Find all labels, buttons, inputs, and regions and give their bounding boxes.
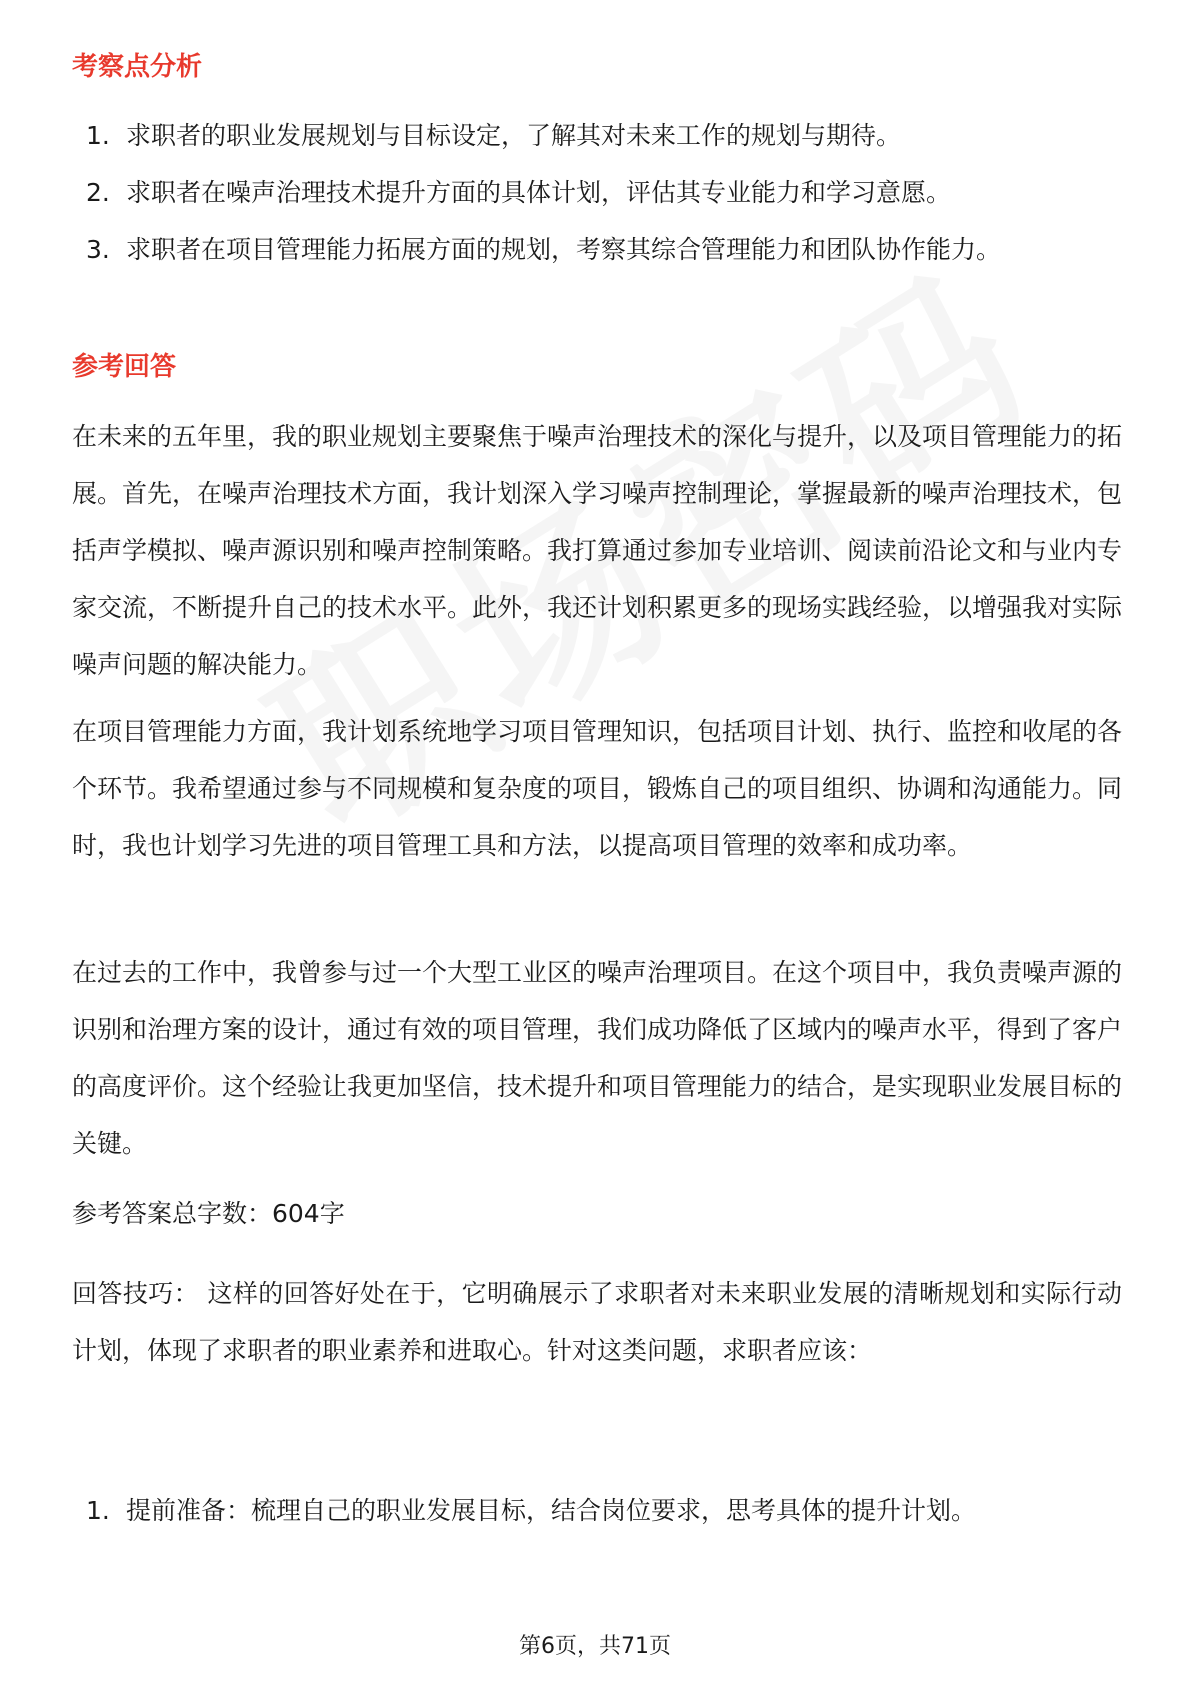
list-number: 1. <box>86 1496 110 1525</box>
answer-tips: 回答技巧： 这样的回答好处在于，它明确展示了求职者对未来职业发展的清晰规划和实际行动计划，体现了求职者的职业素养和进取心。针对这类问题，求职者应该： <box>72 1279 1122 1365</box>
analysis-list <box>72 107 1092 278</box>
list-number: 1. <box>86 121 110 150</box>
list-number: 2. <box>86 178 110 207</box>
list-item <box>72 221 1092 278</box>
list-text: 提前准备：梳理自己的职业发展目标，结合岗位要求，思考具体的提升计划。 <box>126 1496 977 1525</box>
list-item <box>72 164 1092 221</box>
list-text: 求职者在噪声治理技术提升方面的具体计划，评估其专业能力和学习意愿。 <box>126 178 952 207</box>
word-count: 参考答案总字数：604字 <box>72 1199 345 1228</box>
list-text: 求职者的职业发展规划与目标设定，了解其对未来工作的规划与期待。 <box>126 121 902 150</box>
tips-list <box>72 1482 1092 1539</box>
page-footer: 第6页，共71页 <box>519 1634 671 1659</box>
list-item <box>72 1482 1092 1539</box>
list-number: 3. <box>86 235 110 264</box>
list-text: 求职者在项目管理能力拓展方面的规划，考察其综合管理能力和团队协作能力。 <box>126 235 1002 264</box>
answer-paragraph: 在未来的五年里，我的职业规划主要聚焦于噪声治理技术的深化与提升，以及项目管理能力的拓展。首先，在噪声治理技术方面，我计划深入学习噪声控制理论，掌握最新的噪声治理技术，包括声学模拟、噪声源识别和噪声控制策略。我打算通过参加专业培训、阅读前沿论文和与业内专家交流，不断提升自己的技术水平。此外，我还计划积累更多的现场实践经验，以增强我对实际噪声问题的解决能力。 <box>72 422 1123 679</box>
analysis-heading: 考察点分析 <box>72 52 203 82</box>
list-item <box>72 107 1092 164</box>
answer-paragraph: 在项目管理能力方面，我计划系统地学习项目管理知识，包括项目计划、执行、监控和收尾的各个环节。我希望通过参与不同规模和复杂度的项目，锻炼自己的项目组织、协调和沟通能力。同时，我也计划学习先进的项目管理工具和方法，以提高项目管理的效率和成功率。 <box>72 717 1123 860</box>
answer-paragraph: 在过去的工作中，我曾参与过一个大型工业区的噪声治理项目。在这个项目中，我负责噪声源的识别和治理方案的设计，通过有效的项目管理，我们成功降低了区域内的噪声水平，得到了客户的高度评价。这个经验让我更加坚信，技术提升和项目管理能力的结合，是实现职业发展目标的关键。 <box>72 958 1123 1158</box>
answer-heading: 参考回答 <box>72 352 177 382</box>
